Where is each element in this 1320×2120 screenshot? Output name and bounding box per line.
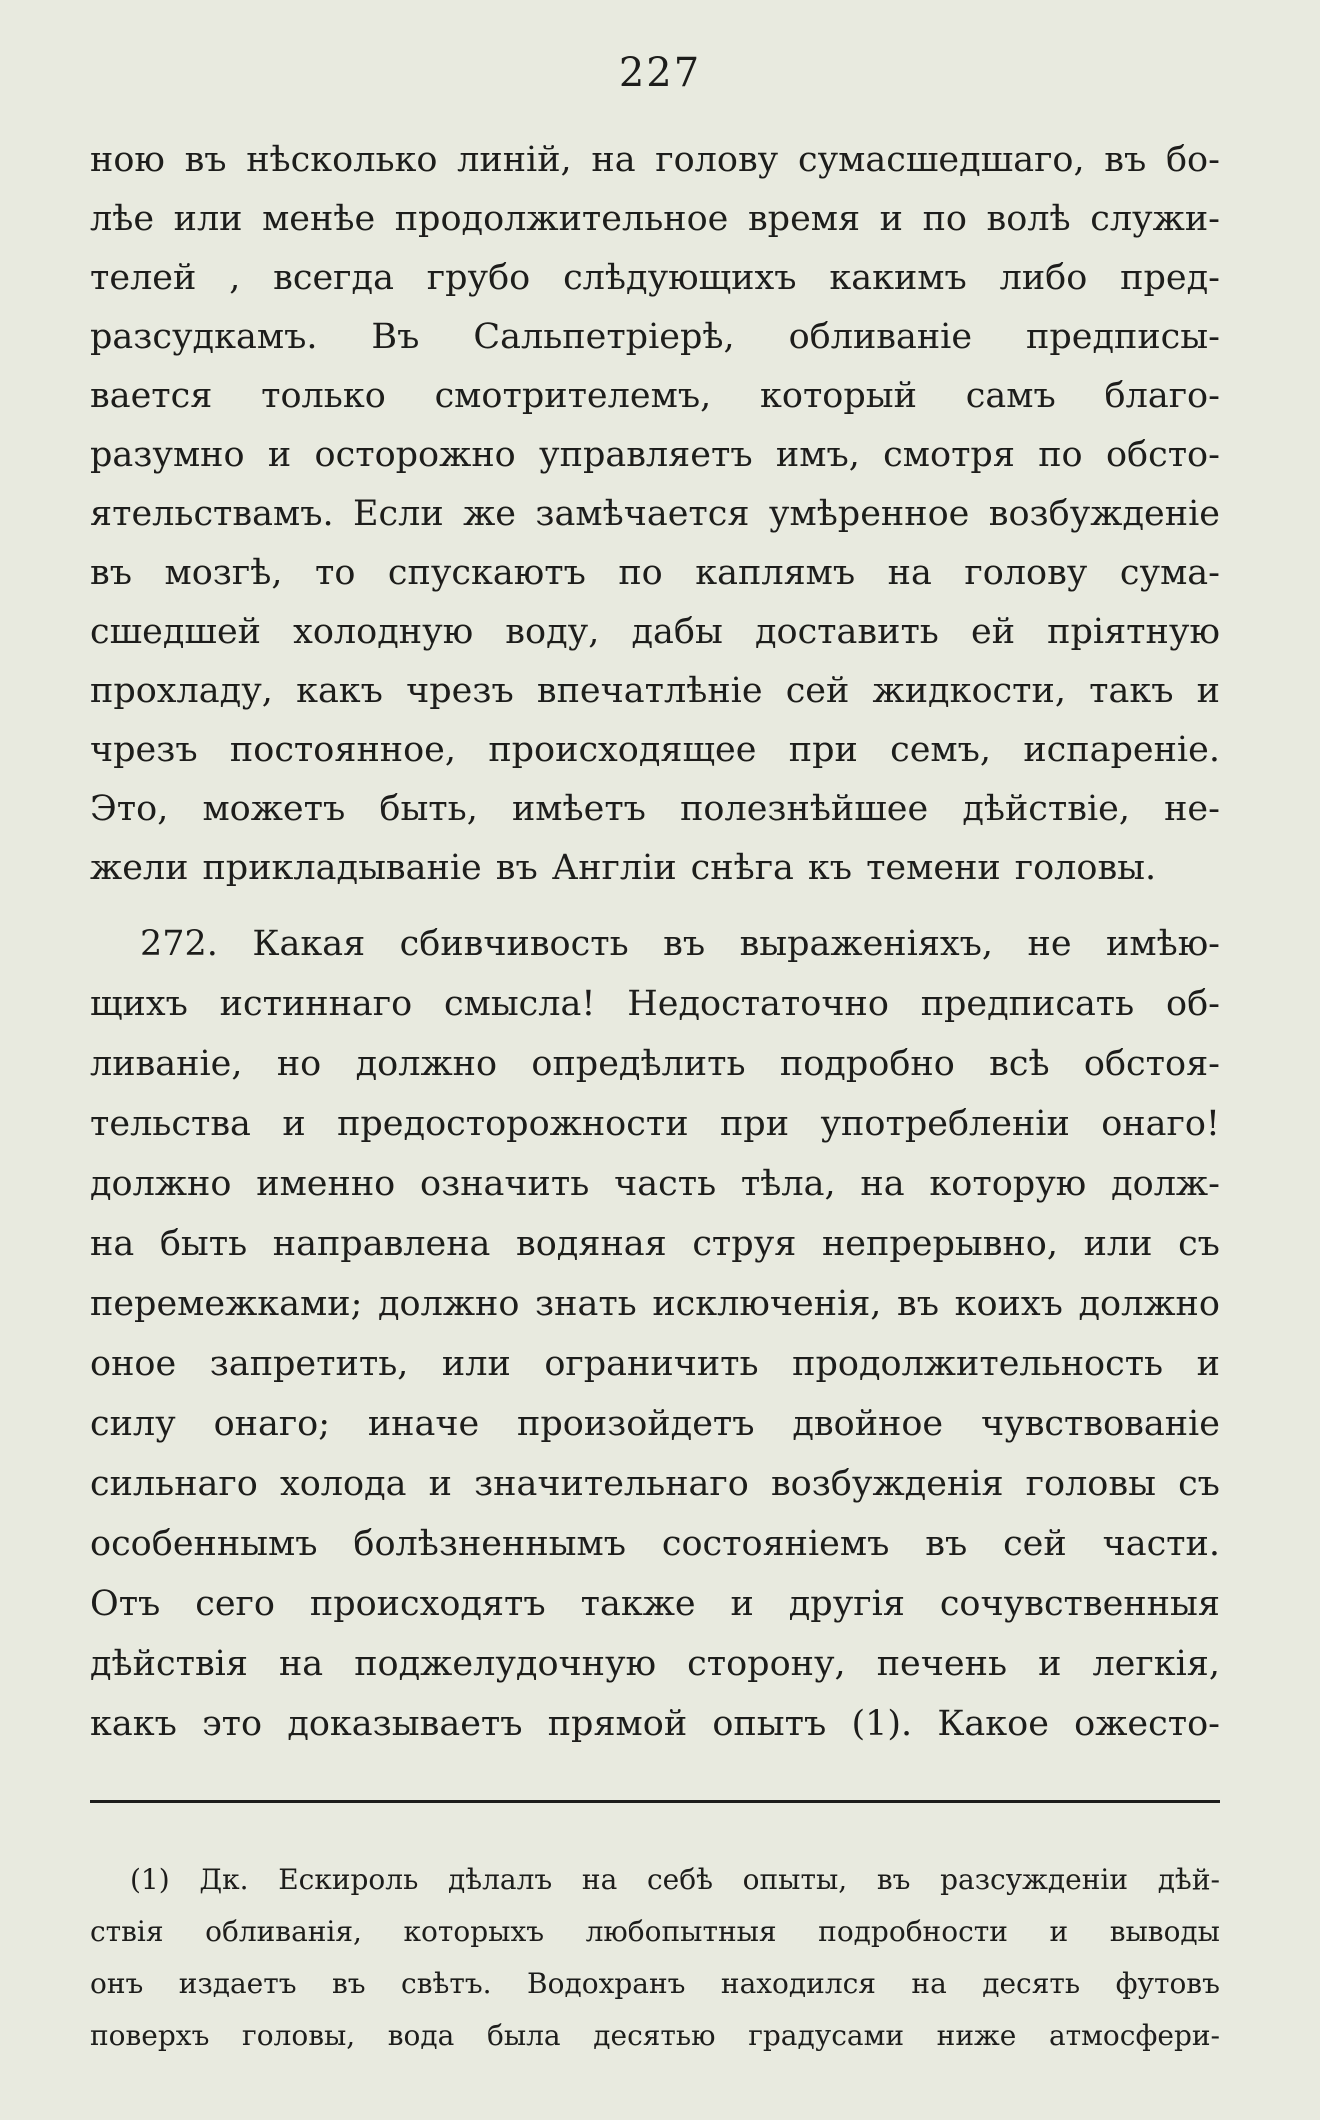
word: и bbox=[267, 435, 292, 475]
word: доставить bbox=[754, 612, 939, 652]
word: ствія bbox=[90, 1915, 164, 1948]
text-line bbox=[90, 982, 1220, 1026]
word: издаетъ bbox=[178, 1967, 297, 2000]
word: означить bbox=[420, 1164, 590, 1204]
word: щихъ bbox=[90, 984, 188, 1024]
word: разсужденіи bbox=[940, 1863, 1128, 1896]
word: спускаютъ bbox=[387, 553, 586, 593]
word: Водохранъ bbox=[527, 1967, 686, 2000]
text-line bbox=[90, 1402, 1220, 1446]
word: при bbox=[788, 730, 858, 770]
word: происходящее bbox=[488, 730, 757, 770]
word: нѣсколько bbox=[246, 140, 438, 180]
word: обсто- bbox=[1105, 435, 1220, 475]
word: сильнаго bbox=[90, 1464, 258, 1504]
word: семъ, bbox=[890, 730, 992, 770]
word: дѣй- bbox=[1157, 1863, 1220, 1896]
word: разсудкамъ. bbox=[90, 317, 318, 357]
word: умѣренное bbox=[768, 494, 970, 534]
word: холода bbox=[279, 1464, 407, 1504]
word: дѣлалъ bbox=[448, 1863, 553, 1896]
word: Дк. bbox=[199, 1863, 249, 1896]
word: воду, bbox=[505, 612, 600, 652]
word: прямой bbox=[547, 1704, 688, 1744]
word: смысла! bbox=[444, 984, 596, 1024]
word: жели bbox=[90, 848, 189, 888]
word: тѣла, bbox=[740, 1164, 836, 1204]
word: менѣе bbox=[262, 199, 376, 239]
word: предписы- bbox=[1026, 317, 1220, 357]
word: Это, bbox=[90, 789, 169, 829]
word: разумно bbox=[90, 435, 245, 475]
word: и bbox=[1038, 1644, 1062, 1684]
word: въ bbox=[332, 1967, 366, 2000]
text-line bbox=[90, 610, 1220, 654]
word: двойное bbox=[792, 1404, 944, 1444]
word: бо- bbox=[1165, 140, 1220, 180]
word: которую bbox=[929, 1164, 1087, 1204]
word: имѣетъ bbox=[511, 789, 646, 829]
word: оное bbox=[90, 1344, 177, 1384]
word: особеннымъ bbox=[90, 1524, 318, 1564]
word: при bbox=[719, 1104, 790, 1144]
word: мозгѣ, bbox=[164, 553, 283, 593]
word: на bbox=[911, 1967, 947, 2000]
word: подробно bbox=[779, 1044, 955, 1084]
word: сумасшедшаго, bbox=[797, 140, 1085, 180]
text-line bbox=[90, 433, 1220, 477]
word: другія bbox=[788, 1584, 905, 1624]
text-line bbox=[90, 846, 1220, 890]
word: должно bbox=[1078, 1284, 1220, 1324]
word: сей bbox=[1003, 1524, 1067, 1564]
word: онъ bbox=[90, 1967, 144, 2000]
text-line bbox=[90, 1522, 1220, 1566]
word: знать bbox=[535, 1284, 637, 1324]
word: выводы bbox=[1109, 1915, 1220, 1948]
word: произойдетъ bbox=[517, 1404, 755, 1444]
word: или bbox=[1083, 1224, 1153, 1264]
text-line bbox=[90, 728, 1220, 772]
word: въ bbox=[876, 1863, 911, 1896]
word: и bbox=[879, 199, 903, 239]
word: обливаніе bbox=[788, 317, 973, 357]
word: по bbox=[1038, 435, 1083, 475]
word: дѣйствіе, bbox=[962, 789, 1131, 829]
word: 272. bbox=[140, 924, 218, 964]
word: имѣю- bbox=[1106, 924, 1220, 964]
word: и bbox=[428, 1464, 452, 1504]
word: десять bbox=[982, 1967, 1081, 2000]
footnote-line bbox=[90, 1966, 1220, 2002]
word: была bbox=[487, 2019, 561, 2052]
word: быть, bbox=[379, 789, 478, 829]
word: такъ bbox=[1089, 671, 1174, 711]
footnote-line bbox=[130, 1862, 1220, 1898]
word: къ bbox=[807, 848, 853, 888]
word: осторожно bbox=[314, 435, 516, 475]
word: ей bbox=[970, 612, 1016, 652]
text-line bbox=[90, 1222, 1220, 1266]
word: пріятную bbox=[1047, 612, 1220, 652]
word: печень bbox=[876, 1644, 1008, 1684]
word: ожесто- bbox=[1074, 1704, 1220, 1744]
text-line bbox=[90, 315, 1220, 359]
text-line bbox=[90, 1102, 1220, 1146]
word: Отъ bbox=[90, 1584, 161, 1624]
word: головы. bbox=[1014, 848, 1157, 888]
word: смотря bbox=[883, 435, 1015, 475]
word: самъ bbox=[965, 376, 1056, 416]
word: грубо bbox=[426, 258, 531, 298]
word: тельства bbox=[90, 1104, 251, 1144]
word: или bbox=[173, 199, 243, 239]
text-line bbox=[90, 669, 1220, 713]
word: употребленіи bbox=[820, 1104, 1070, 1144]
word: голову bbox=[655, 140, 779, 180]
word: или bbox=[441, 1344, 511, 1384]
word: ятельствамъ. bbox=[90, 494, 334, 534]
word: голову bbox=[964, 553, 1088, 593]
word: предписать bbox=[920, 984, 1135, 1024]
word: значительнаго bbox=[474, 1464, 749, 1504]
word: градусами bbox=[748, 2019, 905, 2052]
word: впечатлѣніе bbox=[536, 671, 763, 711]
word: продолжительное bbox=[394, 199, 729, 239]
word: снѣга bbox=[690, 848, 794, 888]
word: на bbox=[278, 1644, 324, 1684]
word: темени bbox=[866, 848, 1001, 888]
word: чувствованіе bbox=[980, 1404, 1220, 1444]
word: телей bbox=[90, 258, 197, 298]
word: замѣчается bbox=[535, 494, 750, 534]
word: поверхъ bbox=[90, 2019, 210, 2052]
word: исключенія, bbox=[652, 1284, 882, 1324]
footnote-line bbox=[90, 2018, 1220, 2054]
word: именно bbox=[256, 1164, 396, 1204]
word: струя bbox=[692, 1224, 797, 1264]
word: не- bbox=[1164, 789, 1220, 829]
word: ливаніе, bbox=[90, 1044, 243, 1084]
word: сей bbox=[785, 671, 850, 711]
word: либо bbox=[999, 258, 1088, 298]
word: , bbox=[229, 258, 241, 298]
word: десятью bbox=[593, 2019, 716, 2052]
word: въ bbox=[925, 1524, 968, 1564]
word: поджелудочную bbox=[354, 1644, 657, 1684]
text-line bbox=[90, 1582, 1220, 1626]
word: прикладываніе bbox=[202, 848, 482, 888]
word: должно bbox=[377, 1284, 520, 1324]
text-line bbox=[90, 1282, 1220, 1326]
word: водяная bbox=[516, 1224, 667, 1264]
word: части. bbox=[1102, 1524, 1220, 1564]
word: непрерывно, bbox=[821, 1224, 1058, 1264]
word: прохладу, bbox=[90, 671, 273, 711]
word: пред- bbox=[1120, 258, 1220, 298]
word: волѣ bbox=[986, 199, 1071, 239]
word: въ bbox=[663, 924, 706, 964]
word: и bbox=[730, 1584, 754, 1624]
word: это bbox=[202, 1704, 263, 1744]
text-line bbox=[90, 787, 1220, 831]
word: продолжительность bbox=[792, 1344, 1164, 1384]
text-line bbox=[90, 1642, 1220, 1686]
word: запретить, bbox=[209, 1344, 409, 1384]
word: обстоя- bbox=[1083, 1044, 1220, 1084]
word: жидкости, bbox=[872, 671, 1066, 711]
word: (1) bbox=[130, 1863, 170, 1896]
word: состояніемъ bbox=[661, 1524, 890, 1564]
word: какъ bbox=[90, 1704, 177, 1744]
word: можетъ bbox=[202, 789, 346, 829]
word: также bbox=[580, 1584, 696, 1624]
word: на bbox=[581, 1863, 618, 1896]
word: истиннаго bbox=[219, 984, 413, 1024]
word: вода bbox=[387, 2019, 455, 2052]
text-line bbox=[90, 1462, 1220, 1506]
text-line bbox=[90, 197, 1220, 241]
word: какъ bbox=[296, 671, 383, 711]
word: по bbox=[618, 553, 663, 593]
word: иначе bbox=[367, 1404, 480, 1444]
word: (1). bbox=[851, 1704, 913, 1744]
word: сего bbox=[195, 1584, 275, 1624]
word: съ bbox=[1178, 1464, 1220, 1504]
word: чрезъ bbox=[90, 730, 198, 770]
word: головы, bbox=[242, 2019, 356, 2052]
word: на bbox=[860, 1164, 905, 1204]
word: коихъ bbox=[954, 1284, 1063, 1324]
word: испареніе. bbox=[1023, 730, 1220, 770]
word: чрезъ bbox=[406, 671, 514, 711]
word: вается bbox=[90, 376, 213, 416]
footnote-rule bbox=[90, 1800, 1220, 1803]
word: сторону, bbox=[687, 1644, 846, 1684]
text-line bbox=[90, 1042, 1220, 1086]
word: въ bbox=[184, 140, 227, 180]
word: Какая bbox=[252, 924, 366, 964]
word: смотрителемъ, bbox=[434, 376, 712, 416]
word: должно bbox=[90, 1164, 232, 1204]
word: Ескироль bbox=[278, 1863, 419, 1896]
text-line bbox=[90, 138, 1220, 182]
text-line bbox=[90, 1342, 1220, 1386]
word: сбивчивость bbox=[399, 924, 629, 964]
text-line bbox=[90, 374, 1220, 418]
word: и bbox=[1196, 1344, 1220, 1384]
word: Въ bbox=[371, 317, 420, 357]
word: какимъ bbox=[829, 258, 967, 298]
text-line bbox=[140, 922, 1220, 966]
text-line bbox=[90, 256, 1220, 300]
word: полезнѣйшее bbox=[680, 789, 929, 829]
word: и bbox=[282, 1104, 306, 1144]
word: перемежками; bbox=[90, 1284, 363, 1324]
word: об- bbox=[1166, 984, 1220, 1024]
word: съ bbox=[1178, 1224, 1220, 1264]
word: всѣ bbox=[989, 1044, 1050, 1084]
word: долж- bbox=[1111, 1164, 1220, 1204]
word: должно bbox=[355, 1044, 498, 1084]
page-number: 227 bbox=[618, 50, 702, 96]
word: въ bbox=[897, 1284, 939, 1324]
word: по bbox=[922, 199, 967, 239]
word: легкія, bbox=[1092, 1644, 1220, 1684]
word: Недостаточно bbox=[627, 984, 889, 1024]
word: силу bbox=[90, 1404, 176, 1444]
word: сума- bbox=[1119, 553, 1220, 593]
word: только bbox=[261, 376, 386, 416]
word: и bbox=[1049, 1915, 1069, 1948]
word: служи- bbox=[1090, 199, 1220, 239]
word: подробности bbox=[818, 1915, 1008, 1948]
word: на bbox=[887, 553, 932, 593]
word: который bbox=[760, 376, 917, 416]
word: въ bbox=[90, 553, 132, 593]
word: то bbox=[314, 553, 356, 593]
word: возбужденія bbox=[770, 1464, 1004, 1504]
word: въ bbox=[1104, 140, 1147, 180]
word: слѣдующихъ bbox=[563, 258, 797, 298]
word: выраженіяхъ, bbox=[739, 924, 994, 964]
word: онаго! bbox=[1101, 1104, 1220, 1144]
text-line bbox=[90, 1162, 1220, 1206]
text-line bbox=[90, 1702, 1220, 1746]
word: Сальпетріерѣ, bbox=[473, 317, 735, 357]
word: всегда bbox=[273, 258, 394, 298]
word: управляетъ bbox=[539, 435, 753, 475]
word: Англіи bbox=[551, 848, 677, 888]
word: доказываетъ bbox=[287, 1704, 523, 1744]
word: себѣ bbox=[646, 1863, 713, 1896]
word: постоянное, bbox=[229, 730, 457, 770]
word: футовъ bbox=[1115, 1967, 1220, 2000]
word: головы bbox=[1025, 1464, 1156, 1504]
word: на bbox=[591, 140, 636, 180]
word: время bbox=[747, 199, 861, 239]
word: опредѣлить bbox=[531, 1044, 746, 1084]
word: происходятъ bbox=[309, 1584, 546, 1624]
word: лѣе bbox=[90, 199, 155, 239]
word: сшедшей bbox=[90, 612, 261, 652]
word: ною bbox=[90, 140, 165, 180]
word: находился bbox=[720, 1967, 876, 2000]
word: Если bbox=[353, 494, 444, 534]
text-line bbox=[90, 551, 1220, 595]
word: же bbox=[463, 494, 517, 534]
word: сочувственныя bbox=[939, 1584, 1220, 1624]
word: опытъ bbox=[712, 1704, 827, 1744]
word: болѣзненнымъ bbox=[353, 1524, 627, 1564]
text-line bbox=[90, 492, 1220, 536]
word: предосторожности bbox=[337, 1104, 689, 1144]
word: которыхъ bbox=[403, 1915, 545, 1948]
word: благо- bbox=[1104, 376, 1220, 416]
word: онаго; bbox=[213, 1404, 331, 1444]
word: опыты, bbox=[742, 1863, 848, 1896]
word: на bbox=[90, 1224, 135, 1264]
word: любопытныя bbox=[585, 1915, 777, 1948]
word: быть bbox=[159, 1224, 248, 1264]
word: ниже bbox=[936, 2019, 1017, 2052]
word: направлена bbox=[272, 1224, 491, 1264]
word: атмосфери- bbox=[1048, 2019, 1220, 2052]
word: имъ, bbox=[775, 435, 860, 475]
word: дабы bbox=[631, 612, 723, 652]
word: линій, bbox=[457, 140, 572, 180]
word: не bbox=[1027, 924, 1072, 964]
word: Какое bbox=[937, 1704, 1049, 1744]
word: дѣйствія bbox=[90, 1644, 248, 1684]
word: часть bbox=[614, 1164, 717, 1204]
word: ограничить bbox=[544, 1344, 759, 1384]
word: холодную bbox=[293, 612, 474, 652]
word: возбужденіе bbox=[988, 494, 1220, 534]
word: свѣтъ. bbox=[401, 1967, 492, 2000]
word: каплямъ bbox=[695, 553, 856, 593]
word: но bbox=[276, 1044, 322, 1084]
footnote-line bbox=[90, 1914, 1220, 1950]
word: и bbox=[1196, 671, 1220, 711]
word: обливанія, bbox=[205, 1915, 362, 1948]
word: въ bbox=[495, 848, 538, 888]
